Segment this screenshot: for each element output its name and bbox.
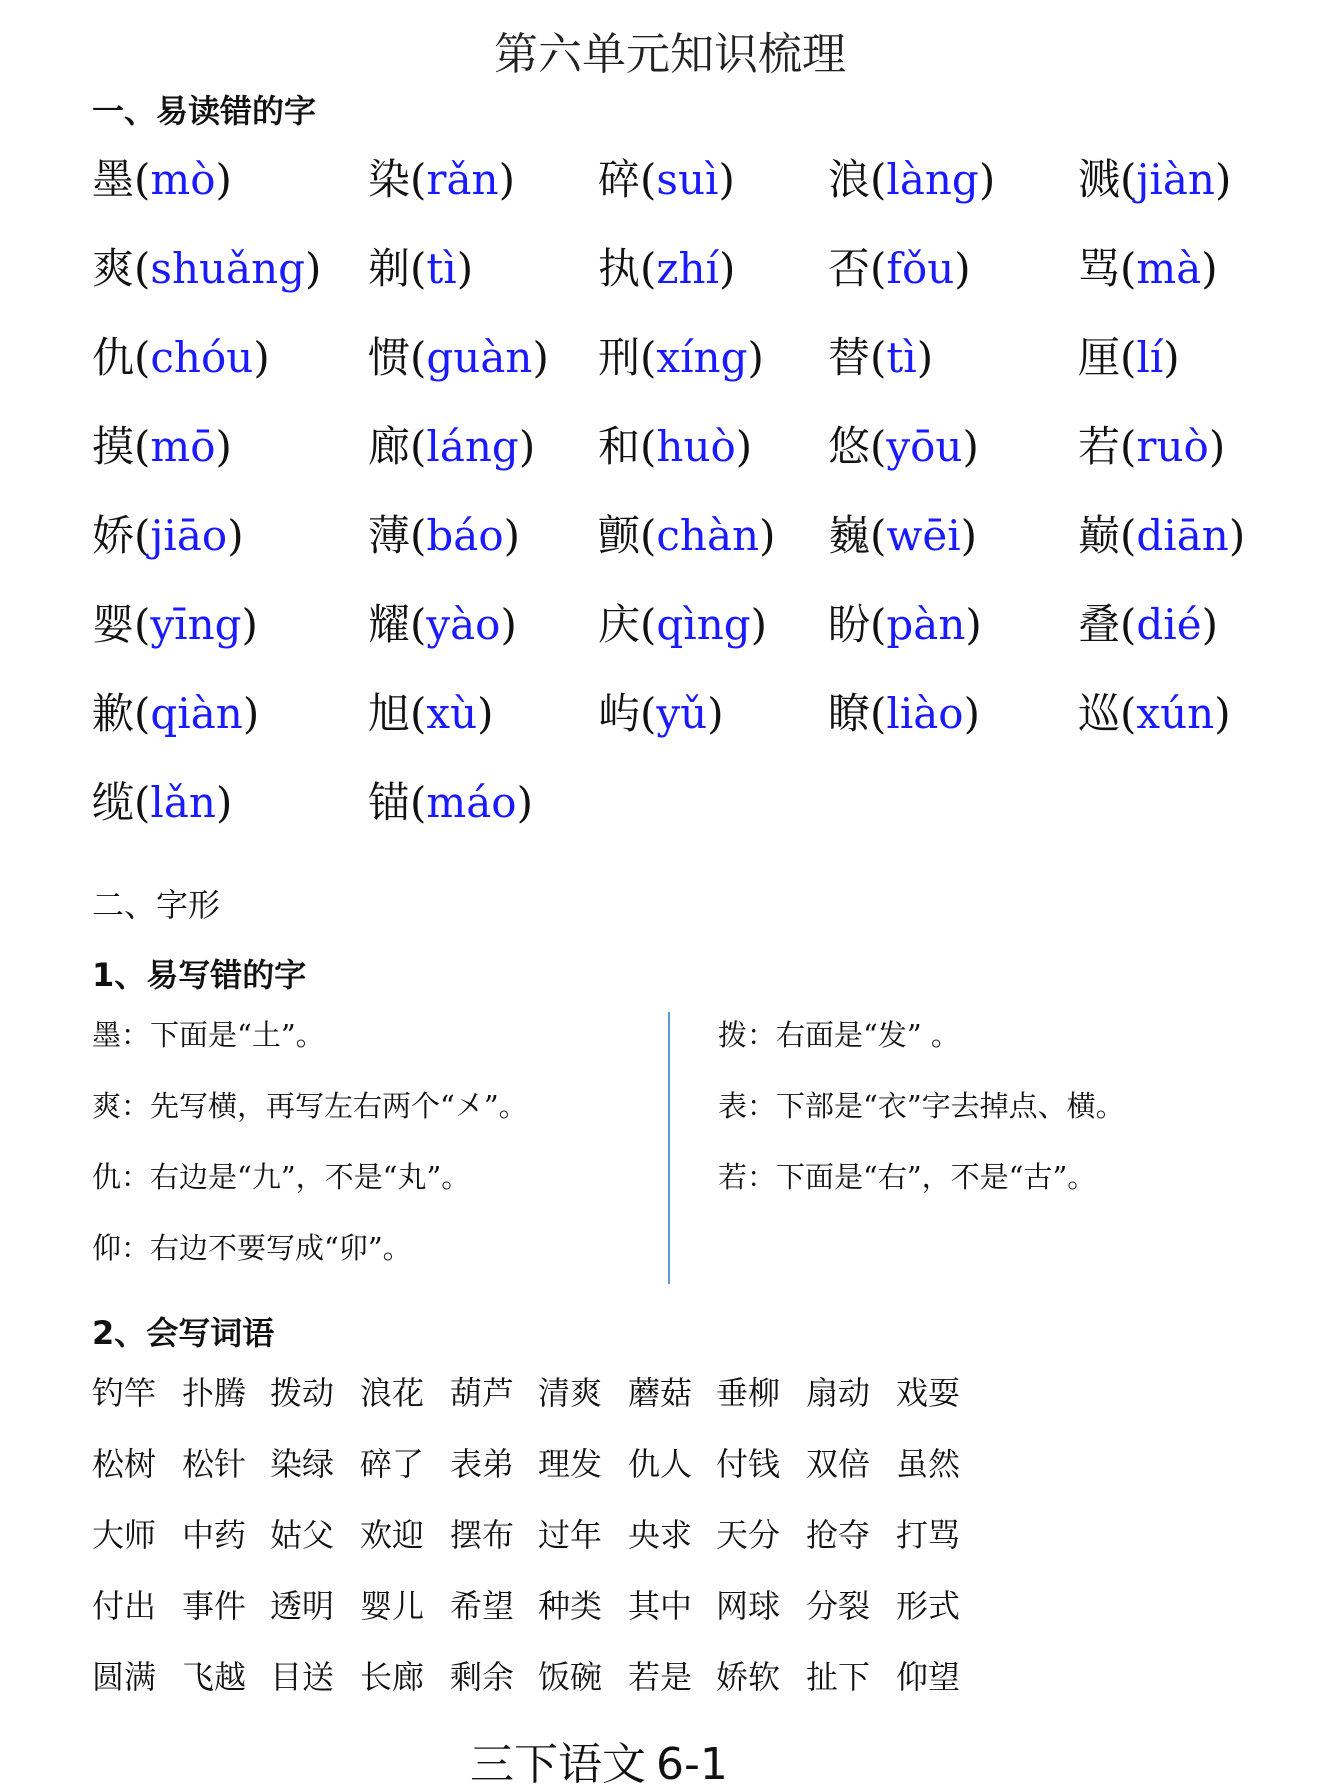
pinyin-row	[92, 415, 1322, 504]
footer-label: 三下语文	[470, 1739, 646, 1790]
pinyin-entry	[598, 504, 775, 568]
vocab-word: 饭碗	[538, 1658, 603, 1696]
entry-character: 浪	[828, 155, 871, 204]
entry-character: 否	[828, 244, 871, 293]
left-paren: (	[1120, 600, 1137, 649]
left-paren: (	[1120, 511, 1137, 560]
rules-right-column	[718, 1010, 1125, 1223]
vocab-word: 虽然	[896, 1445, 961, 1483]
rules-block	[92, 1010, 1292, 1290]
entry-pinyin: diān	[1136, 511, 1229, 560]
pinyin-entry	[828, 593, 982, 657]
pinyin-grid	[92, 148, 1322, 860]
vocab-word: 长廊	[360, 1658, 425, 1696]
entry-character: 瞭	[828, 689, 871, 738]
left-paren: (	[640, 422, 657, 471]
right-paren: )	[503, 511, 521, 560]
left-paren: (	[134, 244, 151, 293]
vocab-word: 若是	[628, 1658, 693, 1696]
vocab-word: 形式	[896, 1587, 961, 1625]
entry-character: 廊	[368, 422, 411, 471]
right-paren: )	[532, 333, 549, 382]
right-paren: )	[518, 422, 536, 471]
right-paren: )	[305, 244, 322, 293]
entry-pinyin: chàn	[656, 511, 760, 560]
vocab-word: 碎了	[360, 1445, 425, 1483]
entry-character: 屿	[598, 689, 641, 738]
left-paren: (	[640, 511, 657, 560]
entry-pinyin: xún	[1136, 689, 1215, 738]
entry-character: 颤	[598, 511, 641, 560]
left-paren: (	[410, 244, 427, 293]
left-paren: (	[134, 511, 151, 560]
entry-character: 刑	[598, 333, 641, 382]
vocab-word: 理发	[538, 1445, 603, 1483]
pinyin-entry	[1078, 148, 1231, 212]
pinyin-entry	[92, 415, 232, 479]
pinyin-entry	[92, 771, 232, 835]
left-paren: (	[410, 778, 427, 827]
entry-pinyin: ruò	[1136, 422, 1209, 471]
vocab-word: 央求	[628, 1516, 693, 1554]
rule-line: 拨：右面是“发” 。	[718, 1018, 960, 1052]
entry-character: 溅	[1078, 155, 1121, 204]
left-paren: (	[134, 333, 151, 382]
pinyin-entry	[1078, 326, 1180, 390]
pinyin-entry	[828, 415, 979, 479]
vocab-word: 分裂	[806, 1587, 871, 1625]
pinyin-entry	[828, 682, 980, 746]
vocab-word: 松树	[92, 1445, 157, 1483]
pinyin-entry	[828, 237, 971, 301]
right-paren: )	[1228, 511, 1246, 560]
right-paren: )	[498, 155, 515, 204]
entry-character: 缆	[92, 778, 135, 827]
rule-line: 仰：右边不要写成“卯”。	[92, 1231, 412, 1265]
entry-character: 盼	[828, 600, 871, 649]
vocab-word: 打骂	[896, 1516, 961, 1554]
entry-pinyin: máo	[426, 778, 517, 827]
right-paren: )	[747, 333, 764, 382]
entry-pinyin: tì	[426, 244, 457, 293]
entry-pinyin: lí	[1136, 333, 1164, 382]
left-paren: (	[1120, 244, 1137, 293]
pinyin-entry	[1078, 237, 1218, 301]
entry-character: 爽	[92, 244, 135, 293]
right-paren: )	[215, 778, 233, 827]
vocab-word: 天分	[716, 1516, 781, 1554]
entry-pinyin: lǎn	[150, 778, 216, 827]
sub1-heading: 1、易写错的字	[92, 956, 307, 994]
left-paren: (	[640, 155, 657, 204]
entry-pinyin: jiàn	[1136, 155, 1215, 204]
vocab-word: 事件	[182, 1587, 247, 1625]
vocab-word: 清爽	[538, 1374, 603, 1412]
vocab-word: 扯下	[806, 1658, 871, 1696]
pinyin-row	[92, 148, 1322, 237]
vocab-word: 圆满	[92, 1658, 157, 1696]
entry-character: 婴	[92, 600, 135, 649]
pinyin-row	[92, 326, 1322, 415]
pinyin-entry	[598, 593, 767, 657]
entry-character: 和	[598, 422, 641, 471]
right-paren: )	[500, 600, 517, 649]
vocab-word: 浪花	[360, 1374, 425, 1412]
left-paren: (	[410, 422, 427, 471]
entry-character: 巡	[1078, 689, 1121, 738]
vocab-word: 种类	[538, 1587, 603, 1625]
entry-pinyin: mà	[1136, 244, 1202, 293]
entry-pinyin: fǒu	[886, 244, 955, 293]
footer	[470, 1728, 728, 1792]
right-paren: )	[954, 244, 971, 293]
entry-character: 墨	[92, 155, 135, 204]
entry-character: 庆	[598, 600, 641, 649]
rule-line: 若：下面是“右”，不是“古”。	[718, 1160, 1097, 1194]
pinyin-entry	[368, 504, 520, 568]
right-paren: )	[253, 333, 270, 382]
left-paren: (	[870, 511, 887, 560]
rule-line: 爽：先写横，再写左右两个“㐅”。	[92, 1089, 528, 1123]
entry-character: 若	[1078, 422, 1121, 471]
entry-pinyin: dié	[1136, 600, 1202, 649]
left-paren: (	[134, 155, 151, 204]
entry-character: 染	[368, 155, 411, 204]
entry-pinyin: xíng	[656, 333, 748, 382]
right-paren: )	[516, 778, 533, 827]
entry-pinyin: mò	[150, 155, 216, 204]
left-paren: (	[134, 600, 151, 649]
left-paren: (	[640, 244, 657, 293]
left-paren: (	[640, 333, 657, 382]
word-row	[92, 1581, 1192, 1652]
right-paren: )	[963, 689, 980, 738]
pinyin-entry	[828, 504, 977, 568]
entry-pinyin: zhí	[656, 244, 720, 293]
vocab-word: 中药	[182, 1516, 247, 1554]
entry-pinyin: huò	[656, 422, 736, 471]
pinyin-entry	[92, 237, 321, 301]
entry-pinyin: báo	[426, 511, 504, 560]
left-paren: (	[870, 422, 887, 471]
entry-character: 耀	[368, 600, 411, 649]
vocab-word: 表弟	[450, 1445, 515, 1483]
section2-heading: 二、字形	[92, 886, 221, 924]
entry-character: 叠	[1078, 600, 1121, 649]
entry-character: 歉	[92, 689, 135, 738]
vocab-word: 摆布	[450, 1516, 515, 1554]
entry-character: 碎	[598, 155, 641, 204]
pinyin-row	[92, 504, 1322, 593]
vocab-word: 垂柳	[716, 1374, 781, 1412]
vocab-word: 染绿	[270, 1445, 335, 1483]
vocab-word: 葫芦	[450, 1374, 515, 1412]
pinyin-entry	[598, 326, 764, 390]
left-paren: (	[410, 600, 427, 649]
left-paren: (	[134, 422, 151, 471]
pinyin-entry	[1078, 504, 1245, 568]
vocab-word: 付钱	[716, 1445, 781, 1483]
entry-character: 锚	[368, 778, 411, 827]
entry-character: 仇	[92, 333, 135, 382]
entry-character: 娇	[92, 511, 135, 560]
rule-line: 墨：下面是“土”。	[92, 1018, 325, 1052]
entry-pinyin: láng	[426, 422, 519, 471]
right-paren: )	[965, 600, 982, 649]
pinyin-entry	[368, 682, 494, 746]
left-paren: (	[410, 333, 427, 382]
entry-character: 旭	[368, 689, 411, 738]
right-paren: )	[707, 689, 724, 738]
vocab-word: 大师	[92, 1516, 157, 1554]
left-paren: (	[410, 511, 427, 560]
pinyin-row	[92, 593, 1322, 682]
entry-character: 薄	[368, 511, 411, 560]
entry-pinyin: wēi	[886, 511, 961, 560]
entry-pinyin: suì	[656, 155, 719, 204]
page-title: 第六单元知识梳理	[494, 29, 846, 80]
entry-pinyin: yīng	[150, 600, 242, 649]
right-paren: )	[960, 511, 978, 560]
vocab-word: 姑父	[270, 1516, 335, 1554]
pinyin-entry	[598, 148, 735, 212]
word-row	[92, 1652, 1192, 1723]
pinyin-entry	[828, 148, 995, 212]
word-list	[92, 1368, 1192, 1723]
right-paren: )	[962, 422, 979, 471]
vocab-word: 欢迎	[360, 1516, 425, 1554]
pinyin-row	[92, 771, 1322, 860]
pinyin-entry	[92, 148, 232, 212]
sub2-heading: 2、会写词语	[92, 1314, 275, 1352]
left-paren: (	[640, 600, 657, 649]
vocab-word: 戏耍	[896, 1374, 961, 1412]
rules-left-column	[92, 1010, 528, 1294]
pinyin-entry	[598, 415, 752, 479]
pinyin-entry	[598, 237, 735, 301]
right-paren: )	[227, 511, 244, 560]
vocab-word: 娇软	[716, 1658, 781, 1696]
vocab-word: 付出	[92, 1587, 157, 1625]
vocab-word: 其中	[628, 1587, 693, 1625]
section1-heading: 一、易读错的字	[92, 92, 317, 130]
left-paren: (	[134, 689, 151, 738]
vocab-word: 蘑菇	[628, 1374, 693, 1412]
entry-pinyin: pàn	[886, 600, 966, 649]
pinyin-entry	[368, 237, 473, 301]
right-paren: )	[978, 155, 996, 204]
entry-character: 替	[828, 333, 871, 382]
word-row	[92, 1439, 1192, 1510]
vocab-word: 剩余	[450, 1658, 515, 1696]
vocab-word: 网球	[716, 1587, 781, 1625]
entry-pinyin: yǔ	[656, 689, 708, 738]
vocab-word: 希望	[450, 1587, 515, 1625]
vocab-word: 过年	[538, 1516, 603, 1554]
column-divider	[668, 1012, 670, 1284]
pinyin-entry	[368, 148, 515, 212]
vocab-word: 仰望	[896, 1658, 961, 1696]
right-paren: )	[759, 511, 776, 560]
pinyin-entry	[92, 504, 244, 568]
pinyin-entry	[92, 326, 270, 390]
right-paren: )	[215, 155, 232, 204]
vocab-word: 钓竿	[92, 1374, 157, 1412]
entry-character: 摸	[92, 422, 135, 471]
pinyin-entry	[1078, 593, 1218, 657]
rule-line: 表：下部是“衣”字去掉点、横。	[718, 1089, 1125, 1123]
entry-pinyin: yōu	[886, 422, 963, 471]
left-paren: (	[870, 155, 887, 204]
vocab-word: 仇人	[628, 1445, 693, 1483]
entry-character: 惯	[368, 333, 411, 382]
vocab-word: 扑腾	[182, 1374, 247, 1412]
left-paren: (	[1120, 422, 1137, 471]
pinyin-entry	[828, 326, 933, 390]
right-paren: )	[456, 244, 474, 293]
entry-pinyin: liào	[886, 689, 964, 738]
right-paren: )	[1214, 689, 1231, 738]
left-paren: (	[1120, 155, 1137, 204]
pinyin-entry	[368, 771, 533, 835]
vocab-word: 扇动	[806, 1374, 871, 1412]
entry-character: 剃	[368, 244, 411, 293]
right-paren: )	[735, 422, 753, 471]
left-paren: (	[1120, 333, 1137, 382]
pinyin-entry	[368, 415, 535, 479]
vocab-word: 婴儿	[360, 1587, 425, 1625]
entry-character: 悠	[828, 422, 871, 471]
left-paren: (	[410, 689, 427, 738]
vocab-word: 拨动	[270, 1374, 335, 1412]
vocab-word: 飞越	[182, 1658, 247, 1696]
entry-character: 骂	[1078, 244, 1121, 293]
vocab-word: 抢夺	[806, 1516, 871, 1554]
pinyin-entry	[1078, 682, 1231, 746]
right-paren: )	[1201, 244, 1218, 293]
word-row	[92, 1368, 1192, 1439]
right-paren: )	[215, 422, 232, 471]
entry-pinyin: tì	[886, 333, 917, 382]
pinyin-entry	[598, 682, 724, 746]
left-paren: (	[870, 600, 887, 649]
footer-code: 6-1	[656, 1739, 728, 1790]
left-paren: (	[640, 689, 657, 738]
entry-pinyin: làng	[886, 155, 979, 204]
word-row	[92, 1510, 1192, 1581]
right-paren: )	[1201, 600, 1218, 649]
entry-pinyin: qiàn	[150, 689, 243, 738]
right-paren: )	[750, 600, 768, 649]
vocab-word: 目送	[270, 1658, 335, 1696]
left-paren: (	[870, 333, 887, 382]
entry-character: 执	[598, 244, 641, 293]
left-paren: (	[870, 244, 887, 293]
entry-pinyin: xù	[426, 689, 478, 738]
right-paren: )	[1208, 422, 1226, 471]
entry-character: 厘	[1078, 333, 1121, 382]
right-paren: )	[719, 244, 736, 293]
pinyin-entry	[1078, 415, 1225, 479]
right-paren: )	[916, 333, 934, 382]
vocab-word: 双倍	[806, 1445, 871, 1483]
entry-pinyin: shuǎng	[150, 244, 306, 293]
left-paren: (	[134, 778, 151, 827]
right-paren: )	[1214, 155, 1232, 204]
vocab-word: 松针	[182, 1445, 247, 1483]
pinyin-entry	[92, 593, 258, 657]
left-paren: (	[870, 689, 887, 738]
entry-pinyin: chóu	[150, 333, 254, 382]
right-paren: )	[242, 689, 260, 738]
entry-character: 巍	[828, 511, 871, 560]
entry-pinyin: yào	[426, 600, 501, 649]
right-paren: )	[718, 155, 735, 204]
pinyin-row	[92, 682, 1322, 771]
entry-pinyin: rǎn	[426, 155, 499, 204]
pinyin-row	[92, 237, 1322, 326]
left-paren: (	[1120, 689, 1137, 738]
entry-pinyin: qìng	[656, 600, 751, 649]
right-paren: )	[1163, 333, 1180, 382]
pinyin-entry	[92, 682, 259, 746]
right-paren: )	[477, 689, 494, 738]
rule-line: 仇：右边是“九”，不是“丸”。	[92, 1160, 471, 1194]
left-paren: (	[410, 155, 427, 204]
entry-pinyin: mō	[150, 422, 216, 471]
pinyin-entry	[368, 593, 517, 657]
vocab-word: 透明	[270, 1587, 335, 1625]
right-paren: )	[241, 600, 258, 649]
entry-pinyin: jiāo	[150, 511, 228, 560]
entry-character: 巅	[1078, 511, 1121, 560]
entry-pinyin: guàn	[426, 333, 533, 382]
pinyin-entry	[368, 326, 549, 390]
